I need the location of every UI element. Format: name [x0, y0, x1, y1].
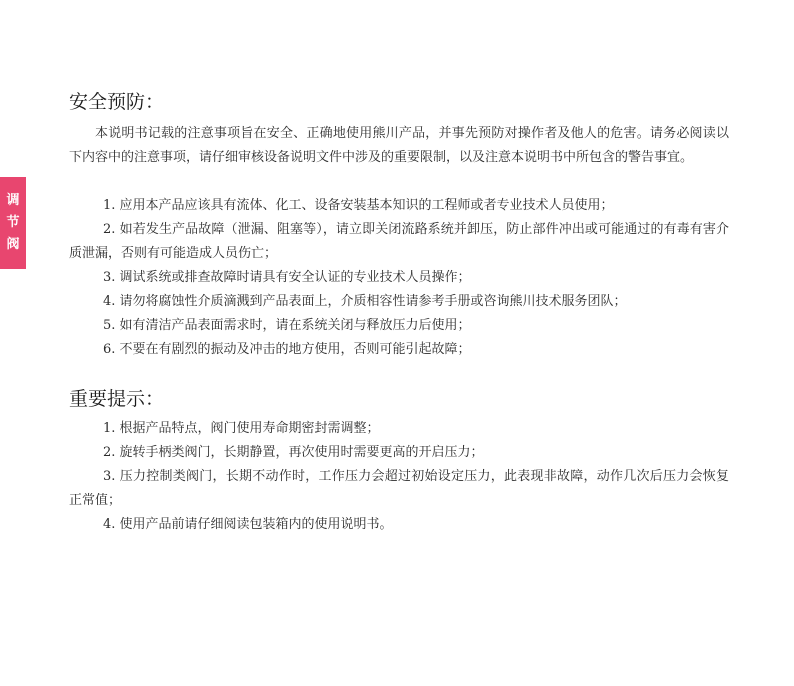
list-item: 1. 应用本产品应该具有流体、化工、设备安装基本知识的工程师或者专业技术人员使用；: [103, 198, 614, 213]
list-item: 3. 压力控制类阀门，长期不动作时，工作压力会超过初始设定压力，此表现非故障，动作几次后压力会恢复正常值；: [69, 469, 729, 508]
list-item: 6. 不要在有剧烈的振动及冲击的地方使用，否则可能引起故障；: [103, 342, 471, 357]
list-item: 5. 如有清洁产品表面需求时，请在系统关闭与释放压力后使用；: [103, 318, 471, 333]
safety-title: 安全预防：: [69, 91, 165, 113]
list-item: 2. 旋转手柄类阀门，长期静置，再次使用时需要更高的开启压力；: [103, 445, 484, 460]
important-list: [69, 417, 729, 537]
spacer: [69, 170, 729, 194]
side-tab-char: 阀: [6, 237, 20, 252]
list-item: 3. 调试系统或排查故障时请具有安全认证的专业技术人员操作；: [103, 270, 471, 285]
side-tab-char: 调: [6, 193, 20, 208]
list-item: 4. 使用产品前请仔细阅读包装箱内的使用说明书。: [103, 517, 393, 532]
side-tab-char: 节: [6, 215, 20, 230]
safety-section: [69, 88, 729, 362]
list-item: 4. 请勿将腐蚀性介质滴溅到产品表面上，介质相容性请参考手册或咨询熊川技术服务团队；: [103, 294, 627, 309]
important-section: [69, 385, 729, 537]
safety-list: [69, 194, 729, 362]
list-item: 2. 如若发生产品故障（泄漏、阻塞等），请立即关闭流路系统并卸压，防止部件冲出或可能通过的有毒有害介质泄漏，否则有可能造成人员伤亡；: [69, 222, 729, 261]
document-content: [69, 88, 729, 537]
side-tab: [0, 177, 26, 269]
safety-intro: 本说明书记载的注意事项旨在安全、正确地使用熊川产品，并事先预防对操作者及他人的危害。请务必阅读以下内容中的注意事项，请仔细审核设备说明文件中涉及的重要限制，以及注意本说明书中所包含的警告事宜。: [69, 126, 729, 165]
important-title: 重要提示：: [69, 388, 165, 410]
list-item: 1. 根据产品特点，阀门使用寿命期密封需调整；: [103, 421, 380, 436]
